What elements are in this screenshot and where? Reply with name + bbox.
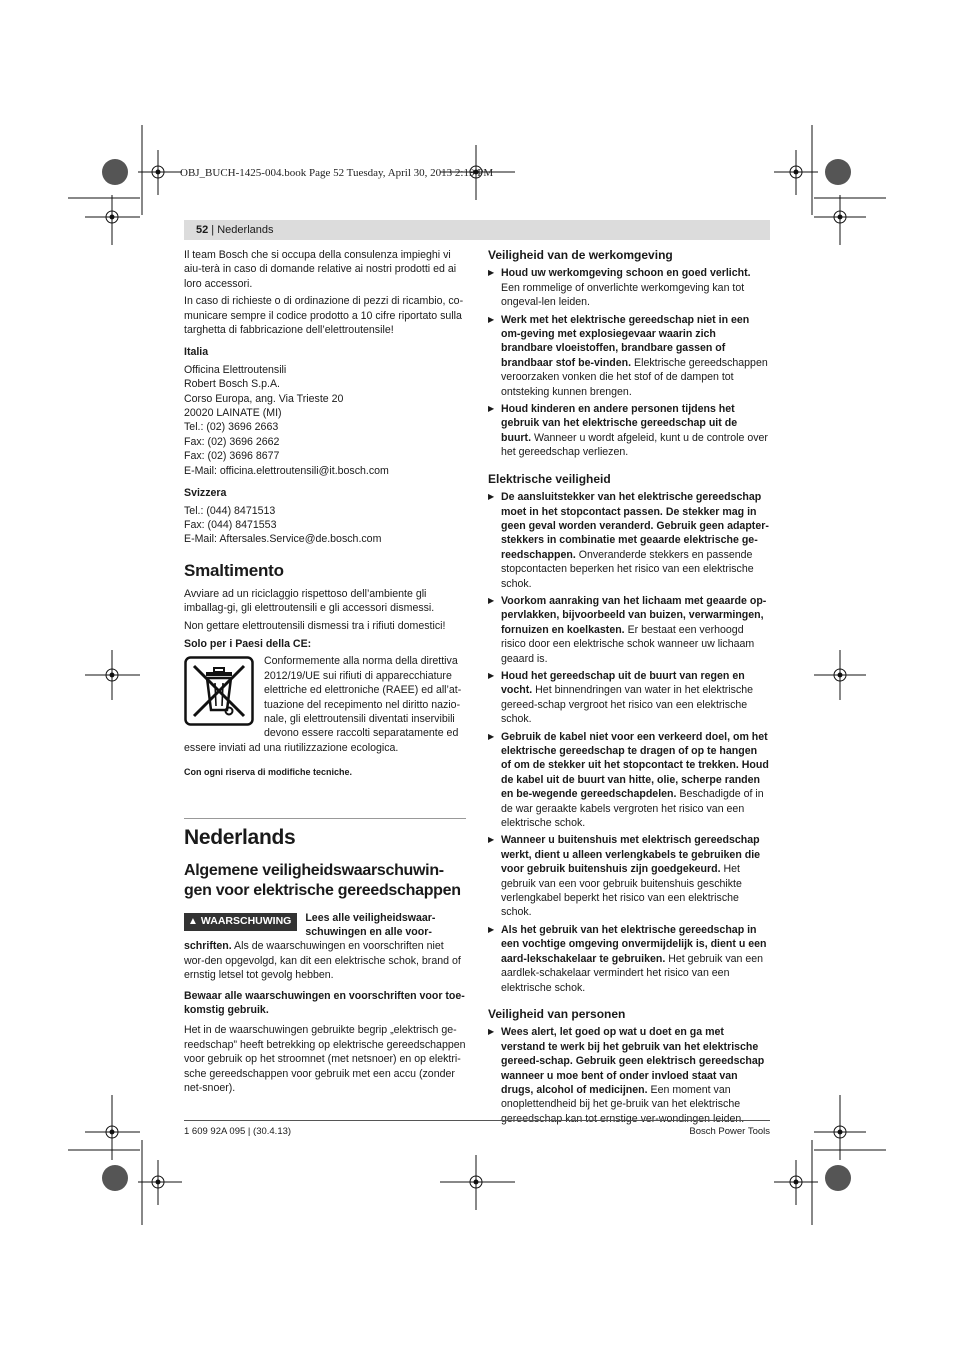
section-heading: Elektrische veiligheid [488,471,611,486]
list-item [488,923,770,995]
intro-paragraph: Il team Bosch che si occupa della consulenza impieghi vi aiu-terà in caso di domande relative ai nostri prodotti ed ai loro accessori. [184,249,457,290]
item-bold: Houd uw werkomgeving schoon en goed verlicht. [501,267,751,280]
weee-paragraph: Conformemente alla norma della direttiva 2012/19/UE sui rifiuti di apparecchiature elettriche ed elettroniche (RAEE) ed all’at-tuazione del recepimento nel diritto nazio-nale, gli elettroutensili diventati inservibili devono essere raccolti separatamente ed essere inviati ad una riutilizzazione ecologica. [184,655,462,754]
page-number: 52 [196,224,209,236]
address-line: E-Mail: Aftersales.Service@de.bosch.com [184,533,382,546]
address-line: Fax: (02) 3696 8677 [184,450,280,463]
keep-bold: Bewaar alle waarschuwingen en voorschriften voor toe-komstig gebruik. [184,989,465,1017]
warning-bold: Lees alle veiligheidswaar-schuwingen en alle voor-schriften. [184,911,436,953]
item-text: Het gebruik van een aardlek-schakelaar vermindert het risico van een elektrische schok. [501,952,764,994]
list-item [488,313,770,399]
item-bold: Gebruik de kabel niet voor een verkeerd doel, om het elektrische gereedschap te dragen of op te hangen of om de stekker uit het stopcontact te trekken. Houd de kabel uit de buurt van hitte, olie, scherpe randen en be-wegende gereedschapdelen. [501,730,769,801]
address-line: 20020 LAINATE (MI) [184,407,282,420]
footer-doc-number: 1 609 92A 095 | (30.4.13) [184,1126,292,1137]
item-text: Een moment van onoplettendheid bij het ge-bruik van het elektrische gereedschap kan tot ernstige ver-wondingen leiden. [501,1083,745,1125]
bullet-list [488,490,770,995]
keep-instructions [184,989,466,1018]
item-bold: Werk met het elektrische gereedschap niet in een om-geving met explosiegevaar waarin zich brandbare vloeistoffen, brandbare gassen of brandbaar stof be-vinden. [501,313,750,369]
list-item [488,402,770,460]
warning-paragraph [184,911,466,983]
page-footer [184,1120,770,1137]
item-text: Het binnendringen van water in het elektrische gereed-schap vergroot het risico van een elektrische schok. [501,684,754,726]
nederlands-heading: Nederlands [184,825,296,849]
item-bold: Voorkom aanraking van het lichaam met geaarde op-pervlakken, bijvoorbeeld van buizen, verwarmingen, fornuizen en koelkasten. [501,594,767,636]
header-separator: | [208,224,218,236]
warning-badge-label: WAARSCHUWING [200,914,292,927]
list-item [488,594,770,666]
page-header [184,220,770,240]
italia-label: Italia [184,346,209,359]
item-text: Onveranderde stekkers en passende stopcontacten beperken het risico van een elektrische schok. [501,548,754,590]
print-slug: OBJ_BUCH-1425-004.book Page 52 Tuesday, April 30, 2013 2:19 PM [180,167,494,179]
address-line: Tel.: (044) 8471513 [184,504,276,517]
item-text: Het gebruik van een voor gebruik buitenshuis geschikte verlengkabel beperkt het risico van een elektrische schok. [501,863,742,919]
address-line: Robert Bosch S.p.A. [184,378,280,391]
address-line: Officina Elettroutensili [184,363,287,376]
warning-badge [184,913,297,931]
smaltimento-heading: Smaltimento [184,560,284,580]
term-paragraph: Het in de waarschuwingen gebruikte begrip „elektrisch ge-reedschap” heeft betrekking op elektrische gereedschappen voor gebruik op het stroomnet (met netsnoer) en op elektri-sche gereedschappen voor gebruik met een accu (zonder net-snoer). [184,1024,466,1095]
address-line: Fax: (044) 8471553 [184,518,277,531]
item-bold: Wanneer u buitenshuis met elektrisch gereedschap werkt, dient u alleen verlengkabels te gebruiken die voor gebruik buitenshuis zijn goedgekeurd. [501,834,761,876]
list-item [488,833,770,919]
list-item [488,490,770,591]
bullet-list [488,1025,770,1126]
address-line: Corso Europa, ang. Via Trieste 20 [184,392,344,405]
item-text: Wanneer u wordt afgeleid, kunt u de controle over het gereedschap verliezen. [501,431,768,459]
section-heading: Veiligheid van de werkomgeving [488,248,673,262]
item-text: Er bestaat een verhoogd risico door een elektrische schok wanneer uw lichaam geaard is. [501,623,755,665]
warning-triangle-icon: ▲ [188,915,198,927]
svizzera-address [184,504,466,547]
safety-heading: Algemene veiligheidswaarschuwin-gen voor elektrische gereedschappen [184,861,461,899]
smaltimento-paragraph: Non gettare elettroutensili dismessi tra i rifiuti domestici! [184,619,446,632]
intro-paragraph: In caso di richieste o di ordinazione di pezzi di ricambio, co-municare sempre il codice prodotto a 10 cifre riportato sulla targhetta di fabbricazione dell’elettroutensile! [184,295,464,337]
item-bold: Als het gebruik van het elektrische gereedschap in een vochtige omgeving onvermijdelijk is, dient u een aard-lekschakelaar te gebruiken. [501,923,767,965]
right-column [488,248,770,1129]
list-item [488,730,770,831]
svizzera-label: Svizzera [184,487,227,500]
bullet-list [488,266,770,459]
crossed-bin-icon [184,656,254,726]
item-text: Elektrische gereedschappen veroorzaken vonken die het stof of de dampen tot ontsteking kunnen brengen. [501,356,768,398]
item-text: Beschadigde of in de war geraakte kabels vergroten het risico van een elektrische schok. [501,788,764,830]
smaltimento-paragraph: Avviare ad un riciclaggio rispettoso dell’ambiente gli imballag-gi, gli elettroutensili e gli accessori dismessi. [184,587,435,615]
item-text: Een rommelige of onverlichte werkomgeving kan tot ongeval-len leiden. [501,281,745,309]
left-column [184,248,466,1098]
address-line: Tel.: (02) 3696 2663 [184,421,279,434]
list-item [488,1025,770,1126]
section-heading: Veiligheid van personen [488,1006,626,1021]
item-bold: De aansluitstekker van het elektrische gereedschap moet in het stopcontact passen. De stekker mag in geen geval worden veranderd. Gebruik geen adapter-stekkers in combinatie met geaarde elektrische ge-reedschappen. [501,491,769,561]
address-line: Fax: (02) 3696 2662 [184,435,280,448]
ce-label: Solo per i Paesi della CE: [184,637,312,650]
reserve-note: Con ogni riserva di modifiche tecniche. [184,767,353,778]
italia-address [184,363,466,478]
item-bold: Wees alert, let goed op wat u doet en ga met verstand te werk bij het gebruik van het elektrische gereed-schap. Gebruik geen elektrisch gereedschap wanneer u moe bent of onder invloed staat van drugs, alcohol of medicijnen. [501,1026,765,1096]
list-item [488,669,770,727]
item-bold: Houd het gereedschap uit de buurt van regen en vocht. [501,669,745,697]
list-item [488,266,770,309]
header-language: Nederlands [217,224,274,236]
item-bold: Houd kinderen en andere personen tijdens het gebruik van het elektrische gereedschap uit de buurt. [501,403,738,444]
address-line: E-Mail: officina.elettroutensili@it.bosch.com [184,464,389,477]
section-divider [184,818,466,819]
weee-block [184,654,466,755]
footer-brand: Bosch Power Tools [689,1126,770,1137]
warning-text: Als de waarschuwingen en voorschriften niet wor-den opgevolgd, kan dit een elektrische schok, brand of ernstig letsel tot gevolg hebben. [184,940,461,982]
